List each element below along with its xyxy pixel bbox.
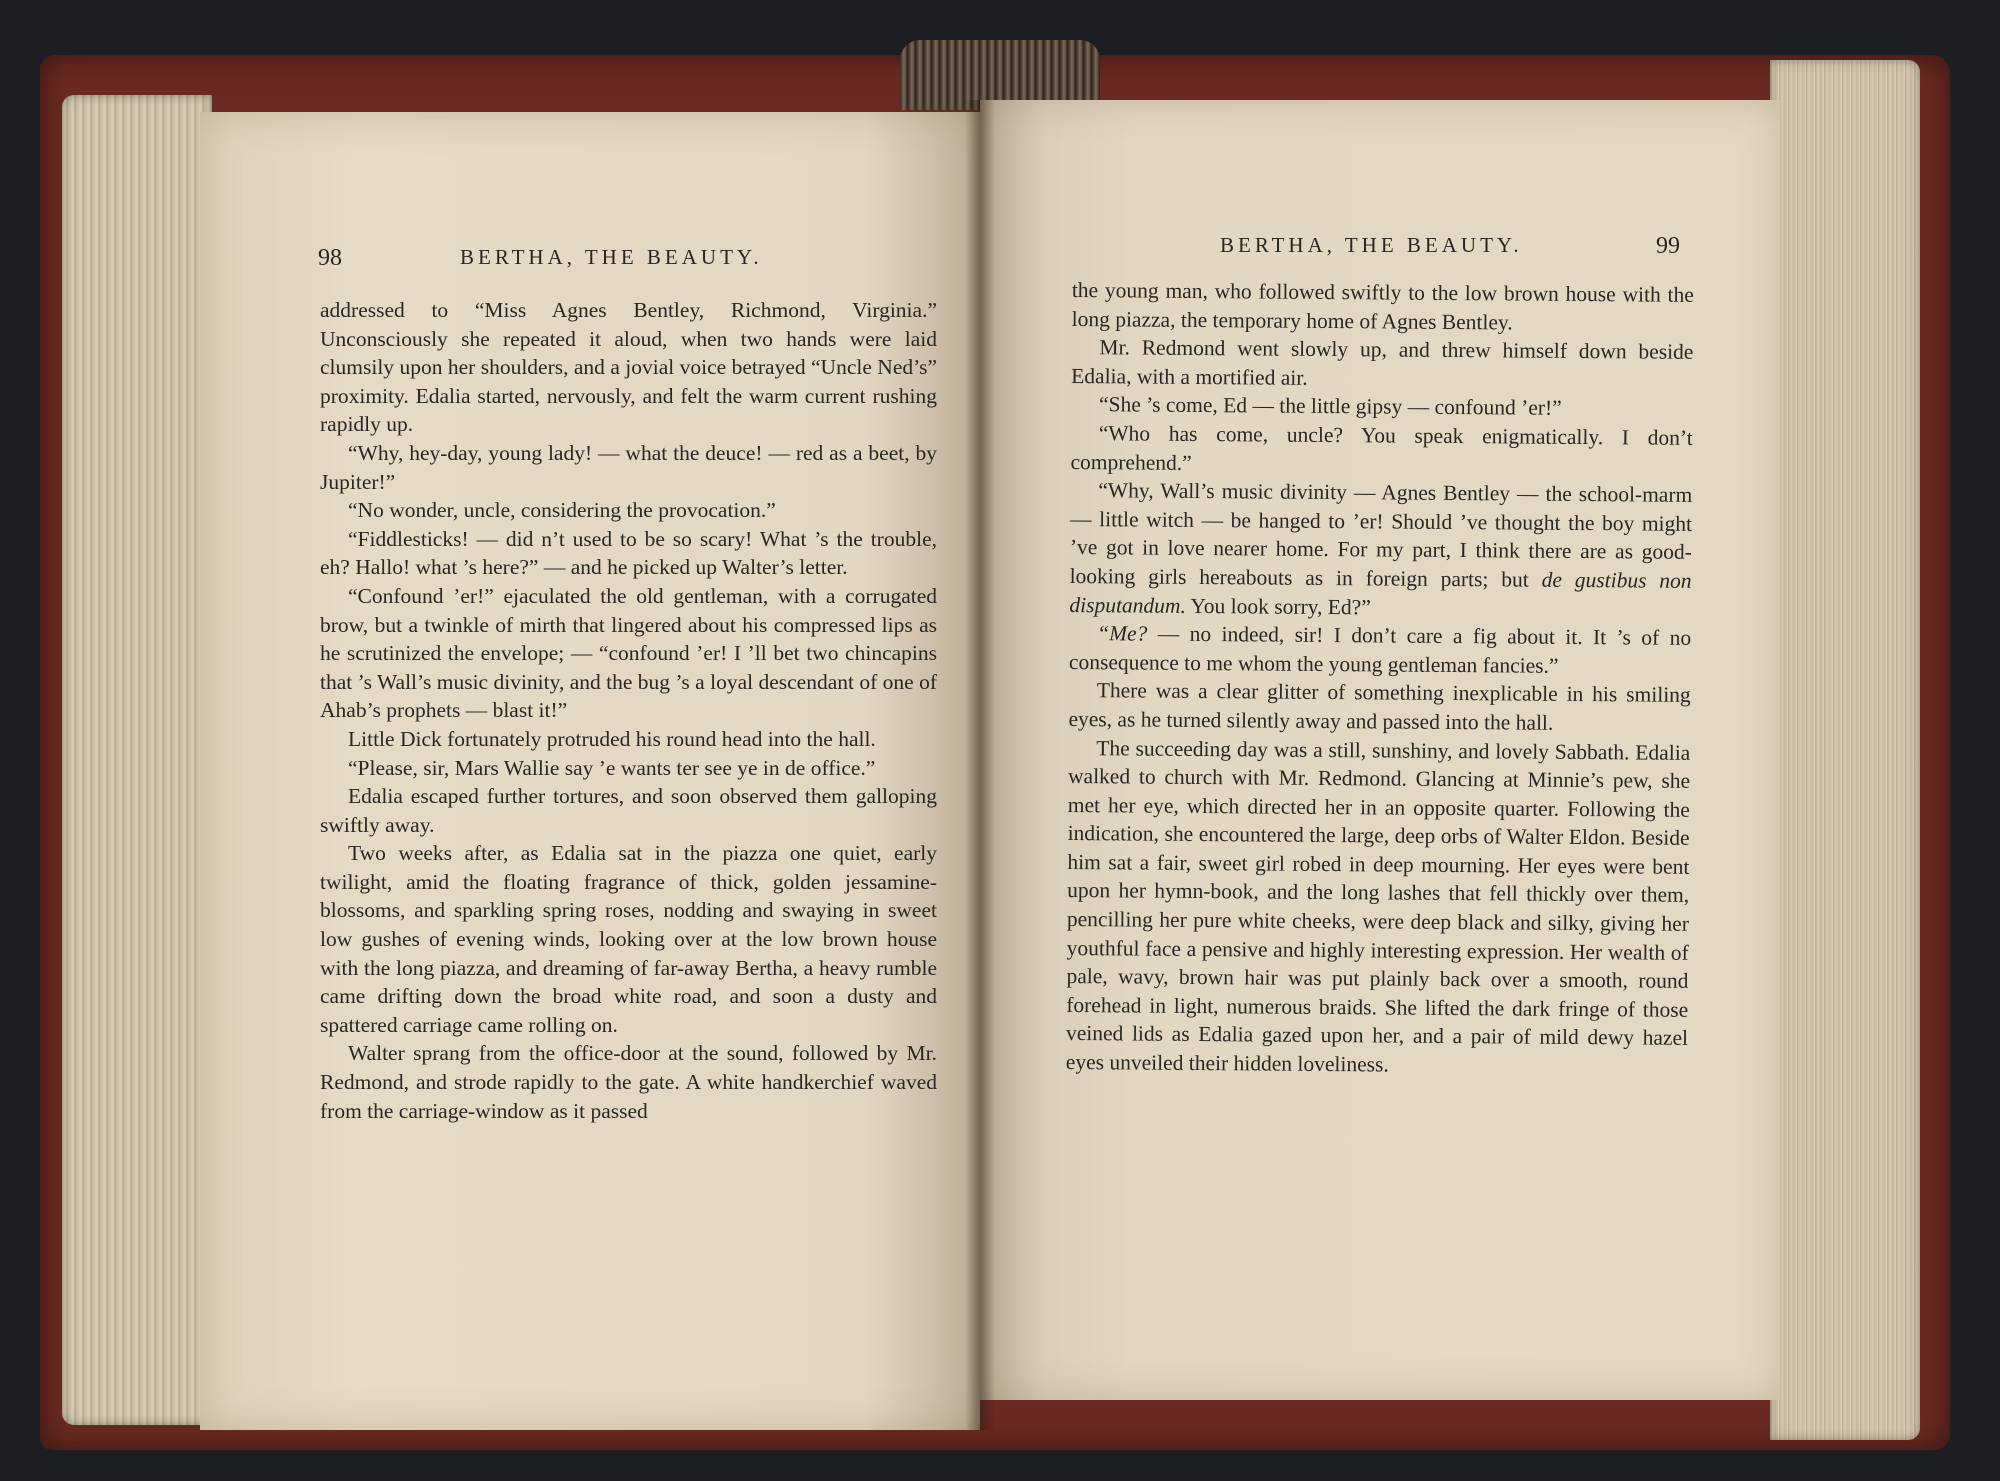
- latin-phrase: de gustibus non disputandum.: [1069, 567, 1692, 618]
- paragraph-text: — no indeed, sir! I don’t care a fig about it. It ’s of no consequence to me whom the young gentleman fancies.”: [1068, 621, 1692, 678]
- page-edges-left: [62, 95, 212, 1425]
- paragraph: the young man, who followed swiftly to the low brown house with the long piazza, the temporary home of Agnes Bentley.: [1071, 277, 1694, 335]
- paragraph: There was a clear glitter of something inexplicable in his smiling eyes, as he turned silently away and passed into the hall.: [1068, 678, 1691, 735]
- right-page-body: [1066, 276, 1694, 1081]
- paragraph-with-latin: [1069, 476, 1692, 624]
- page-number-left: 98: [318, 245, 342, 271]
- running-title-left: BERTHA, THE BEAUTY.: [460, 245, 763, 269]
- paragraph-text: You look sorry, Ed?”: [1185, 593, 1371, 619]
- paragraph: “Please, sir, Mars Wallie say ’e wants ter see ye in de office.”: [348, 755, 876, 780]
- paragraph: Walter sprang from the office-door at the sound, followed by Mr. Redmond, and strode rapidly to the gate. A white handkerchief waved from the carriage-window as it passed: [320, 1041, 937, 1123]
- paragraph-text: “Why, Wall’s music divinity — Agnes Bentley — the school-marm — little witch — be hanged to ’er! Should ’ve thought the boy might ’ve got in love nearer home. For my part, I think there are as good-looking girls hereabouts as in foreign parts; but: [1069, 478, 1693, 592]
- book-gutter-shadow: [965, 100, 995, 1430]
- page-number-right: 99: [1656, 233, 1680, 259]
- left-page: [200, 112, 980, 1430]
- paragraph: “No wonder, uncle, considering the provocation.”: [348, 498, 776, 523]
- paragraph: “Confound ’er!” ejaculated the old gentleman, with a corrugated brow, but a twinkle of mirth that lingered about his compressed lips as he scrutinized the envelope; — “confound ’er! I ’ll bet two chincapins that ’s Wall’s music divinity, and the bug ’s a loyal descendant of one of Ahab’s prophets — blast it!”: [320, 583, 937, 723]
- page-edges-right: [1770, 60, 1920, 1440]
- running-title-right: BERTHA, THE BEAUTY.: [1220, 233, 1523, 257]
- paragraph: addressed to “Miss Agnes Bentley, Richmond, Virginia.” Unconsciously she repeated it aloud, when two hands were laid clumsily upon her shoulders, and a jovial voice betrayed “Uncle Ned’s” proximity. Edalia started, nervously, and felt the warm current rushing rapidly up.: [320, 298, 937, 437]
- paragraph-me-quote: [1069, 619, 1691, 681]
- paragraph: “Fiddlesticks! — did n’t used to be so scary! What ’s the trouble, eh? Hallo! what ’s here?” — and he picked up Walter’s letter.: [320, 526, 937, 580]
- left-page-body: [320, 296, 937, 1125]
- right-page: [980, 100, 1780, 1400]
- paragraph: Mr. Redmond went slowly up, and threw himself down beside Edalia, with a mortified air.: [1071, 335, 1694, 390]
- paragraph: Two weeks after, as Edalia sat in the piazza one quiet, early twilight, amid the floating fragrance of thick, golden jessamine-blossoms, and sparkling spring roses, nodding and swaying in sweet low gushes of evening winds, looking over at the low brown house with the long piazza, and dreaming of far-away Bertha, a heavy rumble came drifting down the broad white road, and soon a dusty and spattered carriage came rolling on.: [320, 841, 937, 1037]
- paragraph: “She ’s come, Ed — the little gipsy — confound ’er!”: [1098, 392, 1562, 421]
- paragraph: The succeeding day was a still, sunshiny, and lovely Sabbath. Edalia walked to church with Mr. Redmond. Glancing at Minnie’s pew, she met her eye, which directed her in an opposite quarter. Following the indication, she encountered the large, deep orbs of Walter Eldon. Beside him sat a fair, sweet girl robed in deep mourning. Her eyes were bent upon her hymn-book, and the long lashes that fell thickly over them, pencilling her pure white cheeks, were deep black and silky, giving her youthful face a pensive and highly interesting expression. Her wealth of pale, wavy, brown hair was put plainly back over a smooth, round forehead in light, numerous braids. She lifted the dark fringe of those veined lids as Edalia gazed upon her, and a pair of mild dewy hazel eyes unveiled their hidden loveliness.: [1065, 735, 1691, 1077]
- paragraph: “Who has come, uncle? You speak enigmatically. I don’t comprehend.”: [1070, 421, 1693, 475]
- paragraph: Little Dick fortunately protruded his round head into the hall.: [348, 726, 876, 751]
- italic-me: “Me?: [1097, 621, 1148, 646]
- paragraph: Edalia escaped further tortures, and soon observed them galloping swiftly away.: [320, 784, 937, 837]
- paragraph: “Why, hey-day, young lady! — what the deuce! — red as a beet, by Jupiter!”: [320, 440, 937, 494]
